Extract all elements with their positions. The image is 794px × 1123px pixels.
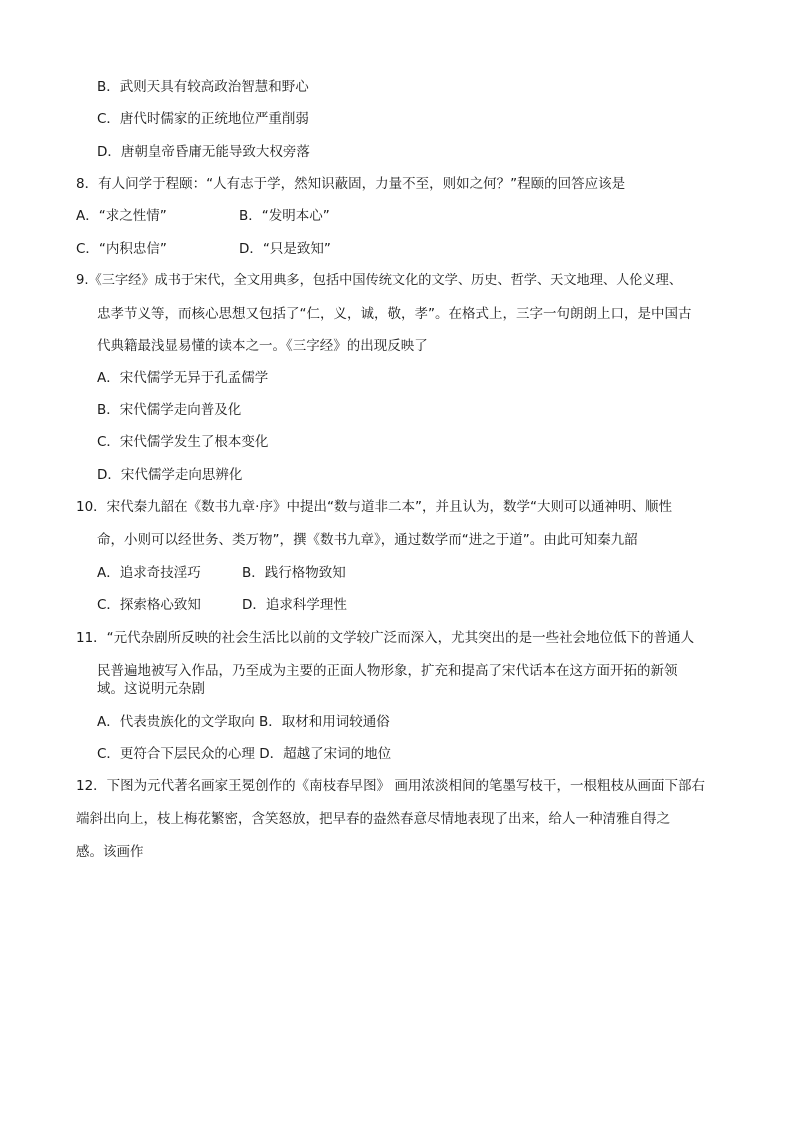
q8-option-a: A．“求之性情” [76, 208, 167, 224]
q8-option-c: C．“内积忠信” [76, 241, 167, 257]
q8-option-b: B．“发明本心” [239, 208, 330, 224]
q12-stem-line-1: 12．下图为元代著名画家王冕创作的《南枝春早图》 画用浓淡相间的笔墨写枝干，一根粗枝从画面下部右 [76, 778, 705, 794]
q9-option-d: D．宋代儒学走向思辨化 [97, 467, 243, 483]
q10-option-c: C．探索格心致知 [97, 597, 201, 613]
q10-option-b: B．践行格物致知 [242, 565, 346, 581]
q10-stem-line-1: 10．宋代秦九韶在《数书九章·序》中提出“数与道非二本”，并且认为，数学“大则可以通神明、顺性 [76, 499, 672, 515]
q7-option-d: D．唐朝皇帝昏庸无能导致大权旁落 [97, 144, 310, 160]
q9-stem-line-1: 9.《三字经》成书于宋代，全文用典多，包括中国传统文化的文学、历史、哲学、天文地理、人伦义理、 [76, 273, 683, 288]
q9-option-b: B．宋代儒学走向普及化 [97, 402, 242, 418]
q11-stem-line-2: 民普遍地被写入作品，乃至成为主要的正面人物形象，扩充和提高了宋代话本在这方面开拓的新领 [97, 663, 678, 679]
q12-stem-line-3: 感。该画作 [76, 844, 144, 860]
q10-stem-line-2: 命，小则可以经世务、类万物”，撰《数书九章》，通过数学而“进之于道”。由此可知秦九韶 [97, 532, 638, 548]
q11-stem-line-3: 域。这说明元杂剧 [97, 681, 205, 697]
q9-option-c: C．宋代儒学发生了根本变化 [97, 434, 269, 450]
q10-option-a: A．追求奇技淫巧 [97, 565, 201, 581]
q9-stem-line-3: 代典籍最浅显易懂的读本之一。《三字经》的出现反映了 [97, 338, 428, 354]
q11-stem-line-1: 11．“元代杂剧所反映的社会生活比以前的文学较广泛而深入，尤其突出的是一些社会地位低下的普通人 [76, 630, 695, 646]
q8-stem: 8．有人问学于程颐：“人有志于学，然知识蔽固，力量不至，则如之何？”程颐的回答应该是 [76, 176, 626, 192]
q10-option-d: D．追求科学理性 [242, 597, 347, 613]
q7-option-c: C．唐代时儒家的正统地位严重削弱 [97, 111, 309, 127]
q9-stem-line-2: 忠孝节义等，而核心思想又包括了“仁，义，诚，敬，孝”。在格式上，三字一句朗朗上口，是中国古 [97, 306, 692, 322]
q11-options-a-b: A．代表贵族化的文学取向 B．取材和用词较通俗 [97, 714, 390, 730]
q11-options-c-d: C．更符合下层民众的心理 D．超越了宋词的地位 [97, 746, 392, 762]
q7-option-b: B．武则天具有较高政治智慧和野心 [97, 79, 309, 95]
q12-stem-line-2: 端斜出向上，枝上梅花繁密，含笑怒放，把早春的盎然春意尽情地表现了出来，给人一种清雅自得之 [76, 811, 670, 827]
q9-option-a: A．宋代儒学无异于孔孟儒学 [97, 370, 269, 386]
q8-option-d: D．“只是致知” [239, 241, 331, 257]
